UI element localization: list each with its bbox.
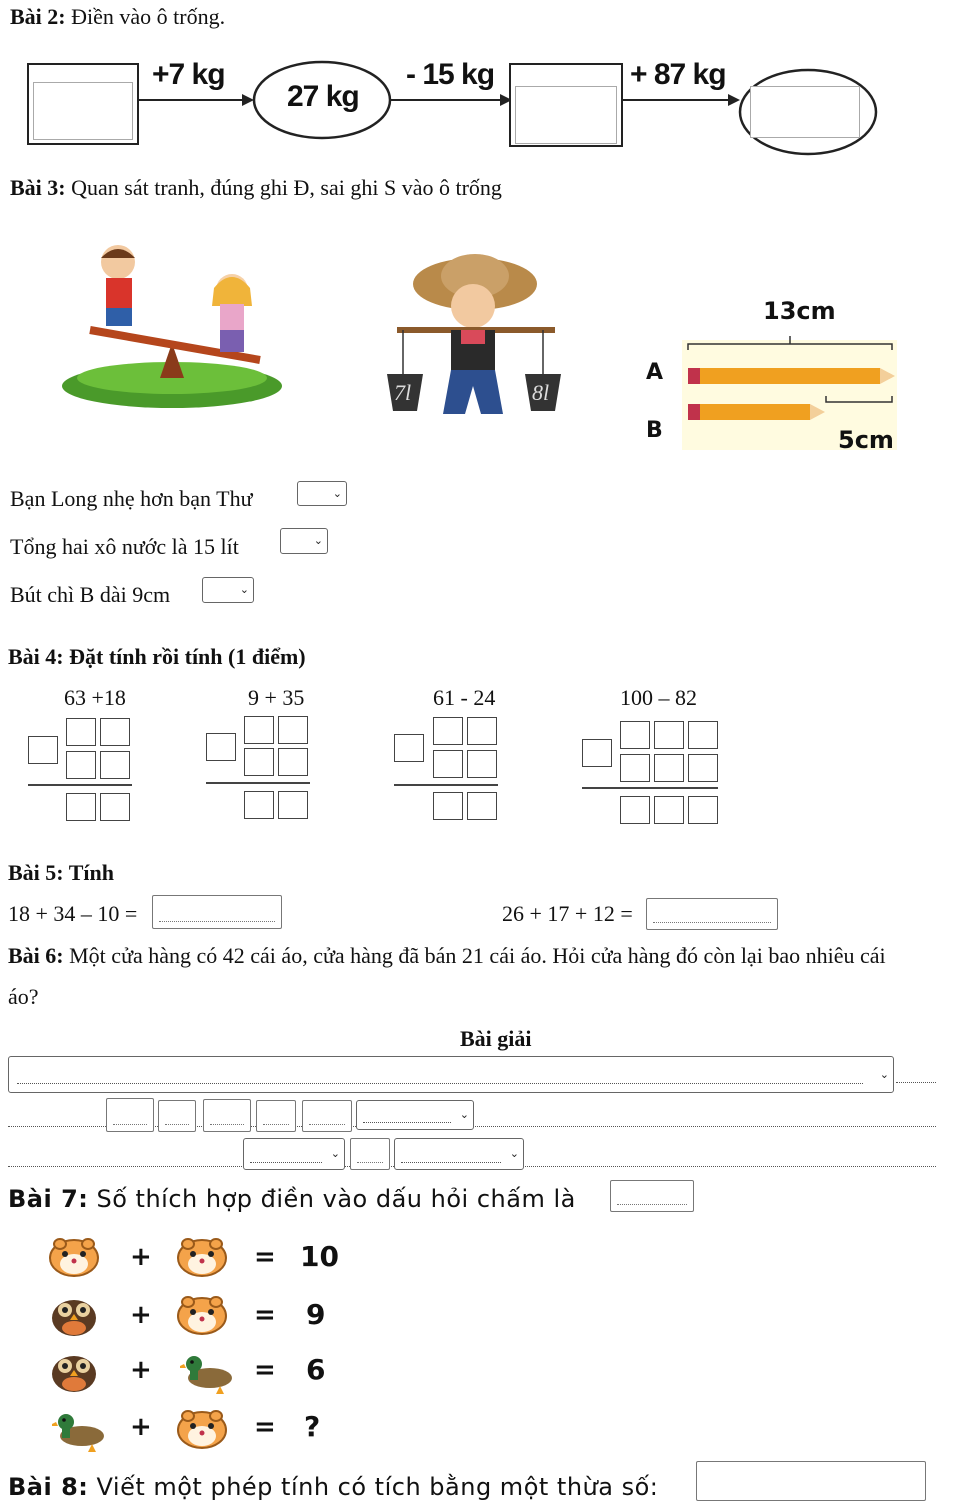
bai4-1-r-ones[interactable] xyxy=(100,793,130,821)
bai6-calc-eq[interactable] xyxy=(256,1100,296,1132)
bai7-row4-equals: = xyxy=(254,1412,276,1442)
bai6-calc-op[interactable] xyxy=(158,1100,196,1132)
bai6-calc-num-2[interactable] xyxy=(203,1099,251,1132)
bai2-title: Bài 2: Điền vào ô trống. xyxy=(10,4,226,29)
bai7-row1-result: 10 xyxy=(300,1240,339,1273)
bai2-op2: - 15 kg xyxy=(406,58,495,91)
bai2-op3: + 87 kg xyxy=(630,58,726,91)
bai4-4-b-tens[interactable] xyxy=(654,754,684,782)
chevron-down-icon: ⌄ xyxy=(332,486,342,500)
bai8-answer[interactable] xyxy=(696,1461,926,1501)
bai4-3-b-tens[interactable] xyxy=(433,750,463,778)
bai6-answer-unit-select[interactable] xyxy=(394,1138,524,1170)
bai6-solution-heading: Bài giải xyxy=(460,1026,532,1051)
bai4-1-a-ones[interactable] xyxy=(100,718,130,746)
bai6-answer-label-select[interactable] xyxy=(243,1138,345,1170)
bai6-calc-result[interactable] xyxy=(302,1100,352,1132)
bai4-3-r-tens[interactable] xyxy=(433,792,463,820)
bai4-4-a-tens[interactable] xyxy=(654,721,684,749)
bai4-1-a-tens[interactable] xyxy=(66,718,96,746)
bai4-problem-2: 9 + 35 xyxy=(248,685,305,710)
bai4-2-a-tens[interactable] xyxy=(244,716,274,744)
bai6-line-1-dots xyxy=(896,1082,936,1083)
bucket-left-label: 7l xyxy=(394,380,412,405)
bai4-2-b-tens[interactable] xyxy=(244,748,274,776)
hamster-icon xyxy=(176,1294,230,1338)
bai7-row2-result: 9 xyxy=(306,1298,326,1331)
chevron-down-icon: ⌄ xyxy=(239,582,249,596)
bai4-4-a-hundreds[interactable] xyxy=(620,721,650,749)
bai7-row2-equals: = xyxy=(254,1300,276,1330)
bai4-2-sign[interactable] xyxy=(206,733,236,761)
bai7-row3-plus: + xyxy=(130,1355,152,1385)
bai4-3-b-ones[interactable] xyxy=(467,750,497,778)
bai4-1-b-tens[interactable] xyxy=(66,751,96,779)
bai4-problem-3: 61 - 24 xyxy=(433,685,496,710)
duck-icon xyxy=(180,1350,234,1396)
bai4-3-r-ones[interactable] xyxy=(467,792,497,820)
bai7-row2-plus: + xyxy=(130,1300,152,1330)
bai7-row3-result: 6 xyxy=(306,1353,326,1386)
bai5-answer-1[interactable] xyxy=(152,895,282,929)
bai4-3-a-tens[interactable] xyxy=(433,717,463,745)
bai4-2-r-tens[interactable] xyxy=(244,791,274,819)
statement-1: Bạn Long nhẹ hơn bạn Thư xyxy=(10,486,253,511)
bai4-4-rule xyxy=(582,787,718,789)
bai4-1-r-tens[interactable] xyxy=(66,793,96,821)
bai4-4-r-tens[interactable] xyxy=(654,796,684,824)
bai8-title: Bài 8: Viết một phép tính có tích bằng một thừa số: xyxy=(8,1473,659,1501)
owl-icon xyxy=(48,1350,102,1394)
chevron-down-icon: ⌄ xyxy=(509,1146,519,1160)
bai7-row4-plus: + xyxy=(130,1412,152,1442)
bai4-1-b-ones[interactable] xyxy=(100,751,130,779)
bai6-title-cont: áo? xyxy=(8,984,39,1009)
bai7-row3-equals: = xyxy=(254,1355,276,1385)
bai4-3-rule xyxy=(394,784,498,786)
statement-3-select[interactable] xyxy=(202,577,254,603)
statement-2-select[interactable] xyxy=(280,528,328,554)
pencil-a-label: A xyxy=(646,360,664,385)
hamster-icon xyxy=(176,1236,230,1280)
hamster-icon xyxy=(176,1408,230,1452)
statement-1-select[interactable] xyxy=(297,481,347,506)
bucket-right-label: 8l xyxy=(532,380,550,405)
pencil-total-length: 13cm xyxy=(763,297,836,325)
bai7-row1-plus: + xyxy=(130,1242,152,1272)
hamster-icon xyxy=(48,1236,102,1280)
bai2-op1: +7 kg xyxy=(152,58,225,91)
bai5-answer-2[interactable] xyxy=(646,898,778,930)
bai4-2-b-ones[interactable] xyxy=(278,748,308,776)
bai5-expr-2: 26 + 17 + 12 = xyxy=(502,901,633,926)
bai6-answer-sentence-select[interactable] xyxy=(8,1056,894,1093)
pencil-b-label: B xyxy=(646,418,663,443)
bai4-2-r-ones[interactable] xyxy=(278,791,308,819)
bai5-expr-1: 18 + 34 – 10 = xyxy=(8,901,138,926)
bai4-2-a-ones[interactable] xyxy=(278,716,308,744)
bai7-answer[interactable] xyxy=(610,1180,694,1212)
bai4-2-rule xyxy=(206,782,310,784)
bai4-3-a-ones[interactable] xyxy=(467,717,497,745)
chevron-down-icon: ⌄ xyxy=(459,1107,469,1121)
bai4-title: Bài 4: Đặt tính rồi tính (1 điểm) xyxy=(8,644,306,669)
bai5-title: Bài 5: Tính xyxy=(8,860,114,885)
bai4-problem-4: 100 – 82 xyxy=(620,685,697,710)
bai6-title: Bài 6: Một cửa hàng có 42 cái áo, cửa hàng đã bán 21 cái áo. Hỏi cửa hàng đó còn lại bao nhiêu cái xyxy=(8,943,886,968)
chevron-down-icon: ⌄ xyxy=(330,1146,340,1160)
bai4-1-rule xyxy=(28,784,132,786)
bai2-input-2[interactable] xyxy=(515,86,617,144)
bai4-4-r-ones[interactable] xyxy=(688,796,718,824)
bai3-title: Bài 3: Quan sát tranh, đúng ghi Đ, sai ghi S vào ô trống xyxy=(10,175,502,200)
bai4-4-b-ones[interactable] xyxy=(688,754,718,782)
bai6-calc-unit-select[interactable] xyxy=(356,1100,474,1130)
bai2-input-1[interactable] xyxy=(33,82,133,140)
bai4-problem-1: 63 +18 xyxy=(64,685,126,710)
duck-icon xyxy=(52,1408,106,1454)
bai4-1-sign[interactable] xyxy=(28,736,58,764)
statement-2: Tổng hai xô nước là 15 lít xyxy=(10,534,239,559)
bai7-row4-question: ? xyxy=(304,1410,321,1443)
bai7-row1-equals: = xyxy=(254,1242,276,1272)
bai7-title: Bài 7: Số thích hợp điền vào dấu hỏi chấm là xyxy=(8,1185,576,1213)
bai4-4-a-ones[interactable] xyxy=(688,721,718,749)
bai6-answer-value[interactable] xyxy=(350,1138,390,1170)
bai4-4-b-hundreds[interactable] xyxy=(620,754,650,782)
bai2-input-3[interactable] xyxy=(750,86,860,138)
owl-icon xyxy=(48,1294,102,1338)
seesaw-illustration xyxy=(60,238,285,413)
pencil-diff-length: 5cm xyxy=(838,426,894,454)
bai4-4-sign[interactable] xyxy=(582,739,612,767)
bai6-calc-num-1[interactable] xyxy=(106,1098,154,1132)
statement-3: Bút chì B dài 9cm xyxy=(10,582,171,607)
chevron-down-icon: ⌄ xyxy=(879,1067,889,1081)
bai4-4-r-hundreds[interactable] xyxy=(620,796,650,824)
chevron-down-icon: ⌄ xyxy=(313,533,323,547)
bai4-3-sign[interactable] xyxy=(394,734,424,762)
bai2-given-value: 27 kg xyxy=(287,80,359,113)
